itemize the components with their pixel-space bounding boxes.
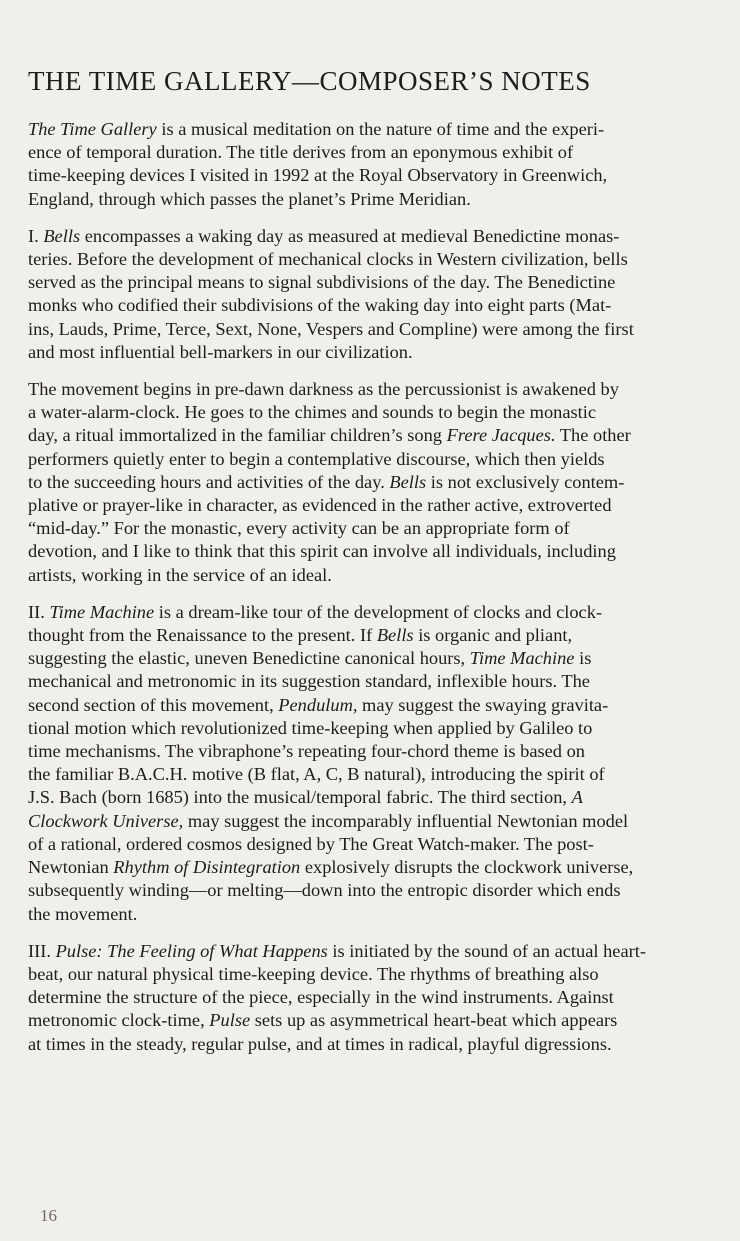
body-text: is organic and pliant,: [413, 625, 573, 646]
body-text: tional motion which revolutionized time-keeping when applied by Galileo to: [28, 717, 593, 738]
paragraph-2: [28, 225, 714, 364]
body-text: is: [574, 648, 592, 669]
body-text: of a rational, ordered cosmos designed by The Great Watch-maker. The post-: [28, 833, 594, 854]
italic-title-text: Time Machine: [469, 648, 575, 669]
italic-title-text: The Time Gallery: [28, 119, 157, 139]
body-text: sets up as asymmetrical heart-beat which appears: [250, 1010, 618, 1031]
body-text: is initiated by the sound of an actual heart-: [327, 940, 646, 961]
body-text: Newtonian: [28, 857, 114, 878]
body-text: ence of temporal duration. The title derives from an eponymous exhibit of: [28, 142, 574, 163]
body-text: monks who codified their subdivisions of the waking day into eight parts (Mat-: [28, 295, 612, 316]
body-text: III.: [28, 940, 56, 961]
body-text: ins, Lauds, Prime, Terce, Sext, None, Vespers and Compline) were among the first: [28, 318, 634, 339]
body-text: may suggest the incomparably influential Newtonian model: [183, 810, 629, 831]
paragraph-4: [28, 601, 714, 926]
body-text: J.S. Bach (born 1685) into the musical/temporal fabric. The third section,: [28, 787, 572, 808]
body-text: beat, our natural physical time-keeping device. The rhythms of breathing also: [28, 963, 599, 984]
body-text: The movement begins in pre-dawn darkness as the percussionist is awakened by: [28, 379, 619, 400]
italic-title-text: Bells: [43, 225, 81, 246]
body-text: encompasses a waking day as measured at medieval Benedictine monas-: [80, 225, 620, 246]
body-text: plative or prayer-like in character, as evidenced in the rather active, extroverted: [28, 495, 612, 516]
body-text: a water-alarm-clock. He goes to the chimes and sounds to begin the monastic: [28, 402, 597, 423]
body-text: I.: [28, 225, 44, 246]
paragraph-5: [28, 940, 714, 1056]
italic-title-text: Clockwork Universe,: [28, 810, 184, 831]
body-text: is a musical meditation on the nature of time and the experi-: [156, 119, 605, 139]
italic-title-text: Pulse: [209, 1010, 251, 1031]
body-text: devotion, and I like to think that this spirit can involve all individuals, including: [28, 541, 616, 562]
body-text: second section of this movement,: [28, 694, 279, 715]
body-text: at times in the steady, regular pulse, and at times in radical, playful digressions.: [28, 1033, 612, 1054]
italic-title-text: Pulse: The Feeling of What Happens: [55, 940, 328, 961]
italic-title-text: Frere Jacques.: [446, 425, 556, 446]
page-number: 16: [40, 1206, 57, 1225]
body-text: II.: [28, 601, 50, 622]
paragraph-3: [28, 378, 714, 587]
body-text: is a dream-like tour of the development of clocks and clock-: [154, 601, 603, 622]
body-text: thought from the Renaissance to the present. If: [28, 625, 377, 646]
notes-body: [28, 118, 714, 1070]
body-text: may suggest the swaying gravita-: [357, 694, 609, 715]
body-text: day, a ritual immortalized in the familiar children’s song: [28, 425, 447, 446]
body-text: mechanical and metronomic in its suggestion standard, inflexible hours. The: [28, 671, 590, 692]
paragraph-1: [28, 118, 714, 211]
body-text: teries. Before the development of mechanical clocks in Western civilization, bells: [28, 249, 628, 270]
body-text: explosively disrupts the clockwork universe,: [300, 857, 634, 878]
body-text: subsequently winding—or melting—down into the entropic disorder which ends: [28, 880, 621, 901]
body-text: “mid-day.” For the monastic, every activity can be an appropriate form of: [28, 518, 570, 539]
italic-title-text: Pendulum,: [278, 694, 358, 715]
body-text: served as the principal means to signal subdivisions of the day. The Benedictine: [28, 272, 616, 293]
body-text: performers quietly enter to begin a contemplative discourse, which then yields: [28, 448, 605, 469]
body-text: England, through which passes the planet’s Prime Meridian.: [28, 188, 471, 209]
body-text: is not exclusively contem-: [426, 471, 625, 492]
body-text: determine the structure of the piece, especially in the wind instruments. Against: [28, 987, 614, 1008]
italic-title-text: Bells: [376, 625, 414, 646]
body-text: artists, working in the service of an ideal.: [28, 564, 332, 585]
body-text: time-keeping devices I visited in 1992 at the Royal Observatory in Greenwich,: [28, 165, 608, 186]
page-title: THE TIME GALLERY—COMPOSER’S NOTES: [28, 66, 591, 96]
italic-title-text: A: [571, 787, 583, 808]
body-text: suggesting the elastic, uneven Benedictine canonical hours,: [28, 648, 470, 669]
body-text: the familiar B.A.C.H. motive (B flat, A, C, B natural), introducing the spirit of: [28, 764, 605, 785]
body-text: metronomic clock-time,: [28, 1010, 210, 1031]
italic-title-text: Rhythm of Disintegration: [113, 857, 301, 878]
body-text: and most influential bell-markers in our civilization.: [28, 341, 413, 362]
body-text: to the succeeding hours and activities of the day.: [28, 471, 390, 492]
italic-title-text: Bells: [389, 471, 427, 492]
body-text: the movement.: [28, 903, 138, 924]
body-text: time mechanisms. The vibraphone’s repeating four-chord theme is based on: [28, 741, 585, 762]
italic-title-text: Time Machine: [49, 601, 155, 622]
body-text: The other: [555, 425, 631, 446]
